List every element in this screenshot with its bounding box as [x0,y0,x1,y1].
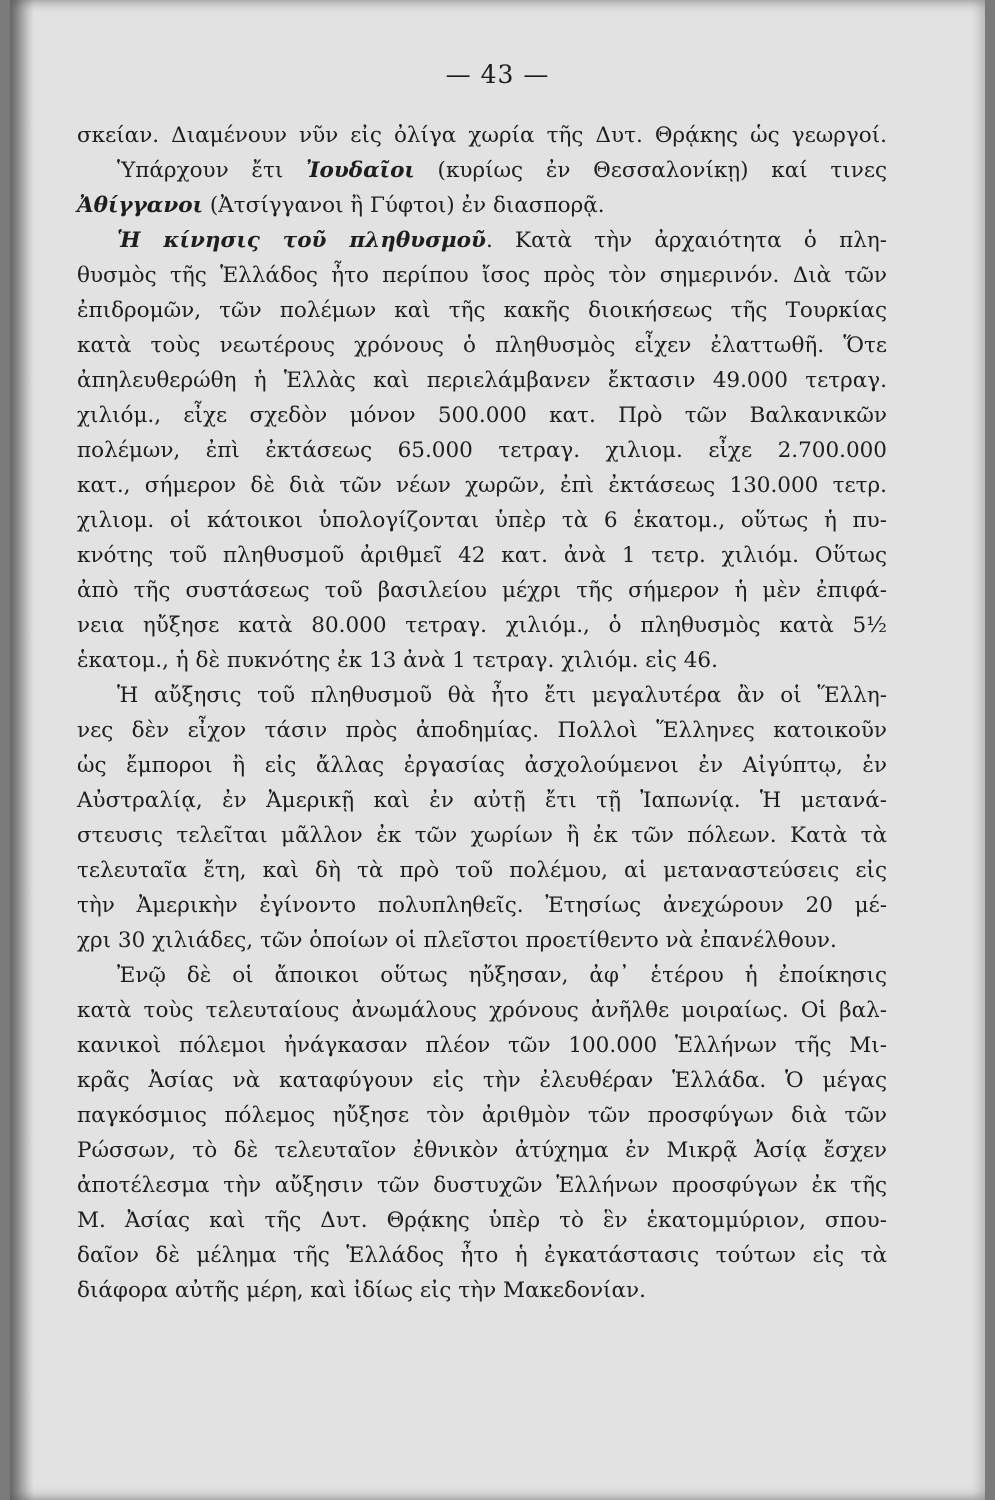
text-line [77,573,887,608]
line-text: κατ., σήμερον δὲ διὰ τῶν νέων χωρῶν, ἐπὶ ἐκτάσεως 130.000 τετρ. [77,473,887,498]
text-line [77,188,887,223]
line-text: ἀποτέλεσμα τὴν αὔξησιν τῶν δυστυχῶν Ἑλλήνων προσφύγων ἐκ τῆς [77,1173,887,1198]
line-text: Ἐνῷ δὲ οἱ ἄποικοι οὕτως ηὔξησαν, ἀφ᾿ ἑτέρου ἡ ἐποίκησις [117,963,887,988]
line-text: δαῖον δὲ μέλημα τῆς Ἑλλάδος ἦτο ἡ ἐγκατάστασις τούτων εἰς τὰ [77,1243,887,1268]
text-line [77,293,887,328]
text-line [77,958,887,993]
line-text-rest: (κυρίως ἐν Θεσσαλονίκῃ) καί τινες [414,158,887,183]
line-text: Μ. Ἀσίας καὶ τῆς Δυτ. Θρᾴκης ὑπὲρ τὸ ἓν ἑκατομμύριον, σπου- [77,1208,887,1233]
line-text: κρᾶς Ἀσίας νὰ καταφύγουν εἰς τὴν ἐλευθέραν Ἑλλάδα. Ὁ μέγας [77,1068,887,1093]
text-line [77,643,887,678]
line-text: ὡς ἔμποροι ἢ εἰς ἄλλας ἐργασίας ἀσχολούμενοι ἐν Αἰγύπτῳ, ἐν [77,753,887,778]
line-text: κανικοὶ πόλεμοι ἠνάγκασαν πλέον τῶν 100.000 Ἑλλήνων τῆς Μι- [77,1033,887,1058]
text-line [77,818,887,853]
text-line [77,468,887,503]
line-text: νεια ηὔξησε κατὰ 80.000 τετραγ. χιλιόμ., ὁ πληθυσμὸς κατὰ 5½ [77,613,887,638]
line-text: χιλιόμ., εἶχε σχεδὸν μόνον 500.000 κατ. Πρὸ τῶν Βαλκανικῶν [77,403,887,428]
text-line [77,1168,887,1203]
body-text [77,118,887,1308]
line-text: κατὰ τοὺς νεωτέρους χρόνους ὁ πληθυσμὸς εἶχεν ἐλαττωθῆ. Ὅτε [77,333,887,358]
text-line [77,783,887,818]
text-line [77,328,887,363]
line-text: στευσις τελεῖται μᾶλλον ἐκ τῶν χωρίων ἢ ἐκ τῶν πόλεων. Κατὰ τὰ [77,823,887,848]
line-text: παγκόσμιος πόλεμος ηὔξησε τὸν ἀριθμὸν τῶν προσφύγων διὰ τῶν [77,1103,887,1128]
line-text: διάφορα αὐτῆς μέρη, καὶ ἰδίως εἰς τὴν Μακεδονίαν. [77,1278,646,1303]
bold-term: Ἡ κίνησις τοῦ πληθυσμοῦ [117,228,486,253]
text-line [77,888,887,923]
line-text: ἑκατομ., ἡ δὲ πυκνότης ἐκ 13 ἀνὰ 1 τετραγ. χιλιόμ. εἰς 46. [77,648,718,673]
text-line [77,433,887,468]
text-line [77,748,887,783]
text-line [77,923,887,958]
line-text: σκείαν. Διαμένουν νῦν εἰς ὀλίγα χωρία τῆς Δυτ. Θρᾴκης ὡς γεωργοί. [77,123,887,148]
line-text: ἐπιδρομῶν, τῶν πολέμων καὶ τῆς κακῆς διοικήσεως τῆς Τουρκίας [77,298,887,323]
line-text: Ὑπάρχουν ἔτι [117,158,307,183]
line-text: νες δὲν εἶχον τάσιν πρὸς ἀποδημίας. Πολλοὶ Ἕλληνες κατοικοῦν [77,718,887,743]
line-text: Ἡ αὔξησις τοῦ πληθυσμοῦ θὰ ἦτο ἔτι μεγαλυτέρα ἂν οἱ Ἕλλη- [117,683,887,708]
text-line [77,1028,887,1063]
line-text: χιλιομ. οἱ κάτοικοι ὑπολογίζονται ὑπὲρ τὰ 6 ἑκατομ., οὕτως ἡ πυ- [77,508,887,533]
line-text: κνότης τοῦ πληθυσμοῦ ἀριθμεῖ 42 κατ. ἀνὰ 1 τετρ. χιλιόμ. Οὕτως [77,543,887,568]
text-line [77,363,887,398]
book-page [10,0,985,1500]
text-line [77,853,887,888]
text-line [77,503,887,538]
text-line [77,118,887,153]
line-text: ἀπηλευθερώθη ἡ Ἑλλὰς καὶ περιελάμβανεν ἔκτασιν 49.000 τετραγ. [77,368,887,393]
text-line [77,1063,887,1098]
line-text-rest: (Ἀτσίγγανοι ἢ Γύφτοι) ἐν διασπορᾷ. [203,193,605,218]
text-line [77,538,887,573]
line-text: θυσμὸς τῆς Ἑλλάδος ἦτο περίπου ἴσος πρὸς τὸν σημερινόν. Διὰ τῶν [77,263,887,288]
line-text: ἀπὸ τῆς συστάσεως τοῦ βασιλείου μέχρι τῆς σήμερον ἡ μὲν ἐπιφά- [77,578,887,603]
text-line [77,608,887,643]
text-line [77,223,887,258]
bold-term: Ἀθίγγανοι [77,193,204,218]
line-text: κατὰ τοὺς τελευταίους ἀνωμάλους χρόνους ἀνῆλθε μοιραίως. Οἱ βαλ- [77,998,887,1023]
text-line [77,713,887,748]
text-line [77,1098,887,1133]
line-text-rest: . Κατὰ τὴν ἀρχαιότητα ὁ πλη- [485,228,887,253]
text-line [77,258,887,293]
line-text: πολέμων, ἐπὶ ἐκτάσεως 65.000 τετραγ. χιλιομ. εἶχε 2.700.000 [77,438,887,463]
line-text: Ρώσσων, τὸ δὲ τελευταῖον ἐθνικὸν ἀτύχημα ἐν Μικρᾷ Ἀσίᾳ ἔσχεν [77,1138,887,1163]
text-line [77,678,887,713]
line-text: χρι 30 χιλιάδες, τῶν ὁποίων οἱ πλεῖστοι προετίθεντο νὰ ἐπανέλθουν. [77,928,837,953]
text-line [77,398,887,433]
line-text: τὴν Ἀμερικὴν ἐγίνοντο πολυπληθεῖς. Ἐτησίως ἀνεχώρουν 20 μέ- [77,893,887,918]
line-text: τελευταῖα ἔτη, καὶ δὴ τὰ πρὸ τοῦ πολέμου, αἱ μεταναστεύσεις εἰς [77,858,887,883]
text-line [77,993,887,1028]
text-line [77,1238,887,1273]
text-line [77,1203,887,1238]
text-line [77,153,887,188]
bold-term: Ἰουδαῖοι [306,158,415,183]
text-line [77,1273,887,1308]
page-number: — 43 — [445,60,550,89]
text-line [77,1133,887,1168]
line-text: Αὐστραλίᾳ, ἐν Ἀμερικῇ καὶ ἐν αὐτῇ ἔτι τῇ Ἰαπωνίᾳ. Ἡ μετανά- [77,788,887,813]
